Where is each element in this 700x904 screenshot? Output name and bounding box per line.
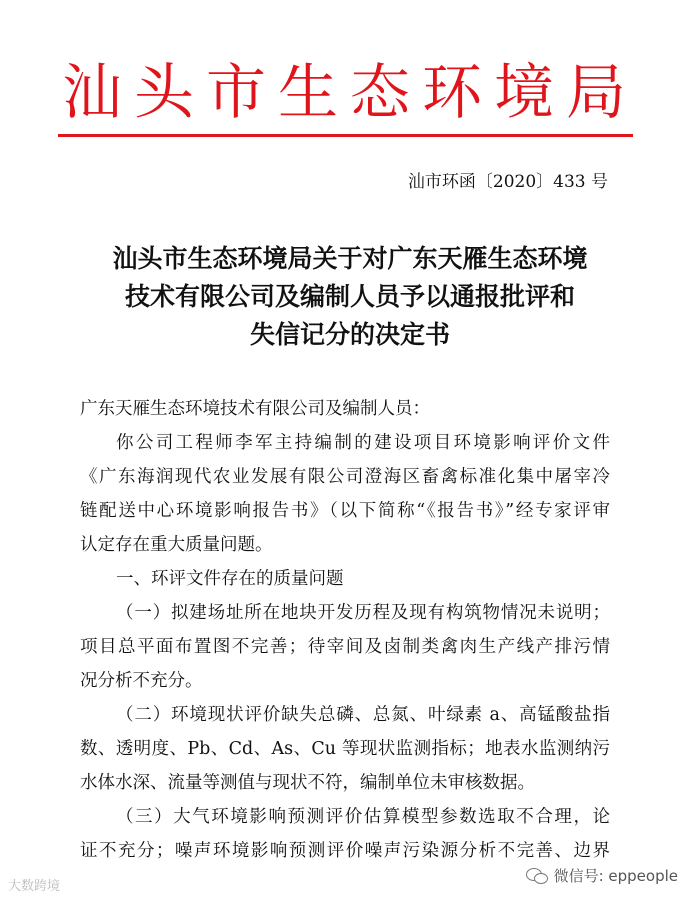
paragraph-line: 《广东海润现代农业发展有限公司澄海区畜禽标准化集中屠宰冷 bbox=[80, 467, 610, 487]
paragraph-line: （三）大气环境影响预测评价估算模型参数选取不合理，论 bbox=[116, 807, 610, 827]
paragraph-line: 数、透明度、Pb、Cd、As、Cu 等现状监测指标；地表水监测纳污 bbox=[80, 739, 610, 759]
document-title-line: 技术有限公司及编制人员予以通报批评和 bbox=[124, 282, 575, 311]
letterhead-rule bbox=[58, 134, 633, 137]
document-title-line: 失信记分的决定书 bbox=[249, 320, 450, 349]
section-heading: 一、环评文件存在的质量问题 bbox=[116, 569, 344, 589]
paragraph-line: 认定存在重大质量问题。 bbox=[80, 535, 273, 555]
document-body bbox=[80, 392, 610, 868]
paragraph-line: （一）拟建场址所在地块开发历程及现有构筑物情况未说明； bbox=[116, 603, 610, 623]
paragraph-line: 你公司工程师李军主持编制的建设项目环境影响评价文件 bbox=[116, 433, 610, 453]
document-title-line: 汕头市生态环境局关于对广东天雁生态环境 bbox=[112, 244, 588, 273]
salutation: 广东天雁生态环境技术有限公司及编制人员： bbox=[80, 399, 430, 419]
document-number: 汕市环函〔2020〕433 号 bbox=[407, 172, 608, 192]
watermark-right bbox=[526, 865, 678, 886]
paragraph-line: 证不充分；噪声环境影响预测评价噪声污染源分析不完善、边界 bbox=[80, 841, 610, 861]
paragraph-line: 链配送中心环境影响报告书》（以下简称“《报告书》”经专家评审 bbox=[80, 501, 610, 521]
wechat-id-label: 微信号: eppeople bbox=[553, 867, 678, 885]
paragraph-line: 水体水深、流量等测值与现状不符，编制单位未审核数据。 bbox=[80, 773, 535, 793]
watermark-left: 大数跨境 bbox=[8, 879, 61, 894]
document-title bbox=[0, 240, 700, 354]
paragraph-line: 况分析不充分。 bbox=[80, 671, 203, 691]
paragraph-line: 项目总平面布置图不完善；待宰间及卤制类禽肉生产线产排污情 bbox=[80, 637, 610, 657]
wechat-icon bbox=[526, 868, 548, 884]
letterhead-title: 汕头市生态环境局 bbox=[62, 58, 638, 128]
paragraph-line: （二）环境现状评价缺失总磷、总氮、叶绿素 a、高锰酸盐指 bbox=[116, 705, 610, 725]
